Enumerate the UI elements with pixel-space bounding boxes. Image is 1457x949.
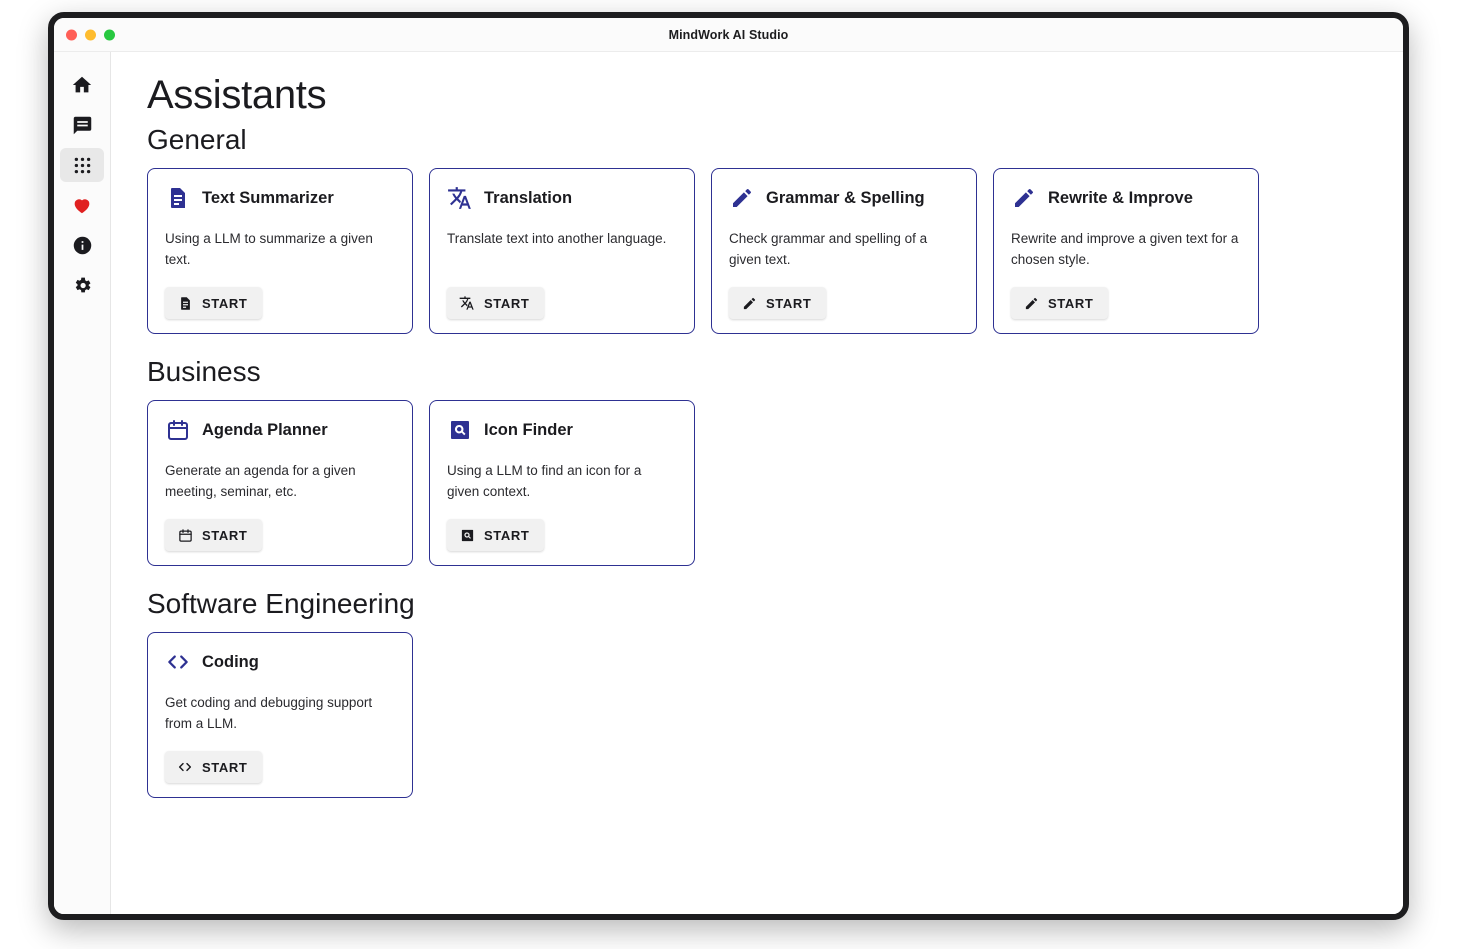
- start-button-coding[interactable]: [165, 751, 262, 783]
- title-bar: [54, 18, 1403, 52]
- assistant-card-rewrite-improve[interactable]: [993, 168, 1259, 334]
- start-button-label: START: [202, 759, 248, 775]
- card-title: Agenda Planner: [202, 420, 328, 439]
- gear-icon: [72, 275, 93, 296]
- assistant-card-text-summarizer[interactable]: [147, 168, 413, 334]
- calendar-icon: [177, 527, 193, 543]
- sidebar-item-home[interactable]: [60, 68, 104, 102]
- card-title: Rewrite & Improve: [1048, 188, 1193, 207]
- card-row-software-engineering: [147, 632, 1375, 798]
- image-search-icon: [447, 417, 473, 443]
- card-title: Text Summarizer: [202, 188, 334, 207]
- start-button-translation[interactable]: [447, 287, 544, 319]
- section-title-general: General: [147, 124, 247, 155]
- card-description: Translate text into another language.: [447, 231, 667, 246]
- start-button-icon-finder[interactable]: [447, 519, 544, 551]
- minimize-window-button[interactable]: [85, 29, 96, 40]
- start-button-rewrite-improve[interactable]: [1011, 287, 1108, 319]
- start-button-text-summarizer[interactable]: [165, 287, 262, 319]
- assistant-card-grammar-spelling[interactable]: [711, 168, 977, 334]
- card-header: [165, 185, 395, 211]
- pencil-icon: [741, 295, 757, 311]
- document-text-icon: [177, 295, 193, 311]
- start-button-label: START: [202, 295, 248, 311]
- pencil-icon: [1023, 295, 1039, 311]
- section-title-business: Business: [147, 356, 261, 387]
- card-title: Icon Finder: [484, 420, 573, 439]
- start-button-label: START: [766, 295, 812, 311]
- card-header: [165, 649, 395, 675]
- card-title: Coding: [202, 652, 259, 671]
- main-content: [111, 52, 1403, 914]
- sidebar: [54, 52, 111, 914]
- assistant-card-icon-finder[interactable]: [429, 400, 695, 566]
- card-header: [447, 417, 677, 443]
- app-window: [48, 12, 1409, 920]
- card-description: Check grammar and spelling of a given text.: [729, 231, 928, 267]
- grid-apps-icon: [72, 155, 93, 176]
- sidebar-item-settings[interactable]: [60, 268, 104, 302]
- card-header: [447, 185, 677, 211]
- window-title: MindWork AI Studio: [668, 27, 789, 42]
- card-header: [165, 417, 395, 443]
- close-window-button[interactable]: [66, 29, 77, 40]
- maximize-window-button[interactable]: [104, 29, 115, 40]
- assistant-card-translation[interactable]: [429, 168, 695, 334]
- code-brackets-icon: [177, 759, 193, 775]
- code-brackets-icon: [165, 649, 191, 675]
- card-title: Grammar & Spelling: [766, 188, 925, 207]
- image-search-icon: [459, 527, 475, 543]
- info-icon: [72, 235, 93, 256]
- start-button-label: START: [202, 527, 248, 543]
- card-description: Using a LLM to summarize a given text.: [165, 231, 373, 267]
- translate-icon: [447, 185, 473, 211]
- assistant-card-coding[interactable]: [147, 632, 413, 798]
- section-title-software-engineering: Software Engineering: [147, 588, 415, 619]
- traffic-light-group: [66, 29, 115, 40]
- chat-bubble-icon: [72, 115, 93, 136]
- card-description: Get coding and debugging support from a LLM.: [165, 695, 373, 731]
- card-row-business: [147, 400, 1375, 566]
- home-icon: [71, 74, 93, 96]
- page-title: Assistants: [147, 73, 327, 117]
- start-button-label: START: [484, 527, 530, 543]
- heart-icon: [71, 194, 93, 216]
- card-row-general: [147, 168, 1375, 334]
- document-text-icon: [165, 185, 191, 211]
- sidebar-item-supporters[interactable]: [60, 188, 104, 222]
- pencil-icon: [1011, 185, 1037, 211]
- card-header: [1011, 185, 1241, 211]
- sidebar-item-assistants[interactable]: [60, 148, 104, 182]
- pencil-icon: [729, 185, 755, 211]
- sidebar-item-about[interactable]: [60, 228, 104, 262]
- card-description: Using a LLM to find an icon for a given context.: [447, 463, 642, 499]
- sidebar-item-chat[interactable]: [60, 108, 104, 142]
- translate-icon: [459, 295, 475, 311]
- start-button-grammar-spelling[interactable]: [729, 287, 826, 319]
- assistant-card-agenda-planner[interactable]: [147, 400, 413, 566]
- card-title: Translation: [484, 188, 573, 207]
- card-description: Generate an agenda for a given meeting, seminar, etc.: [165, 463, 356, 499]
- card-description: Rewrite and improve a given text for a chosen style.: [1011, 231, 1239, 267]
- start-button-label: START: [484, 295, 530, 311]
- card-header: [729, 185, 959, 211]
- start-button-label: START: [1048, 295, 1094, 311]
- start-button-agenda-planner[interactable]: [165, 519, 262, 551]
- app-body: [54, 52, 1403, 914]
- calendar-icon: [165, 417, 191, 443]
